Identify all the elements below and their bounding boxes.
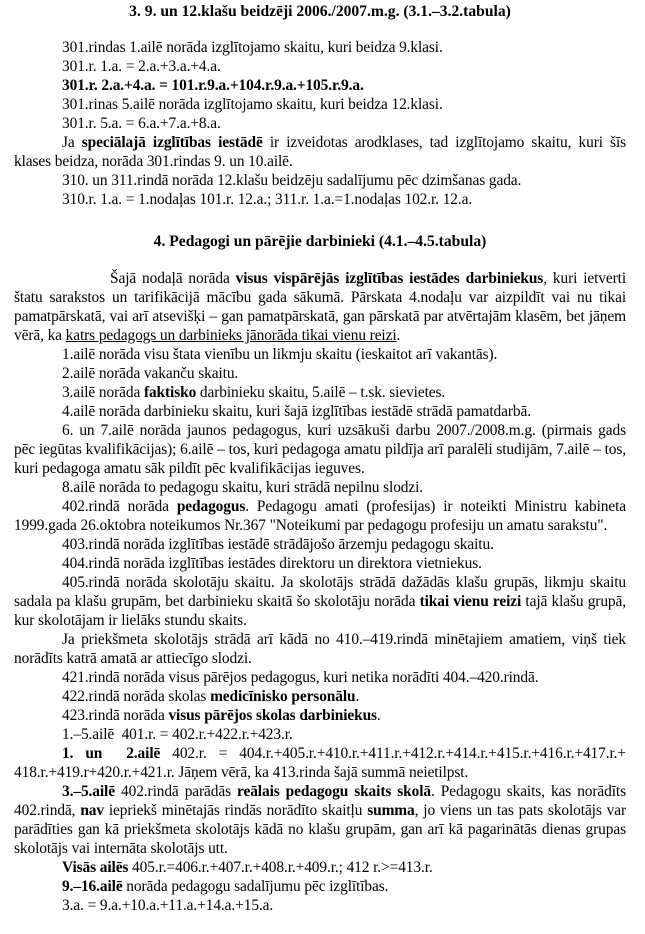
- bold-text: speciālajā izglītības iestādē: [81, 134, 263, 151]
- formula-line: 3.a. = 9.a.+10.a.+11.a.+14.a.+15.a.: [62, 897, 274, 914]
- text: 402.r. = 404.r.+405.r.+410.r.+411.r.+412.r.+414.r.+415.r.+416.r.+417.r.+ 418.r.+419.r+420.r.+421.r. Jāņem vērā, ka 413.rinda šajā summā neietilpst.: [14, 745, 626, 781]
- text: darbinieku skaitu, 5.ailē – t.sk. sievietes.: [196, 384, 446, 401]
- bold-text: 1. un 2.ailē: [62, 745, 161, 762]
- section-3-body: [14, 38, 626, 209]
- bold-text: 3.–5.ailē: [62, 783, 115, 800]
- paragraph: [14, 497, 626, 535]
- formula-paragraph: [14, 744, 626, 782]
- text: . Pedagogu skaits, kas norādīts 402.rindā,: [14, 783, 626, 819]
- text: .: [355, 688, 360, 705]
- text: iepriekš minētajās rindās norādīto skaitļu: [103, 802, 368, 819]
- bold-text: summa: [367, 802, 415, 819]
- paragraph: [14, 782, 626, 858]
- paragraph: 301.rinas 5.ailē norāda izglītojamo skaitu, kuri beidza 12.klasi.: [62, 96, 443, 113]
- bold-text: medicīnisko personālu: [210, 688, 356, 705]
- paragraph: 310. un 311.rindā norāda 12.klašu beidzēju sadalījumu pēc dzimšanas gada.: [62, 172, 522, 189]
- paragraph: [14, 383, 626, 402]
- bold-text: visus vispārējās izglītības iestādes darbiniekus: [235, 270, 544, 287]
- paragraph: 421.rindā norāda visus pārējos pedagogus, kuri netika norādīti 404.–420.rindā.: [62, 669, 539, 686]
- bold-text: reālais pedagogu skaits skolā: [237, 783, 431, 800]
- bold-text: nav: [80, 802, 104, 819]
- paragraph: 8.ailē norāda to pedagogu skaitu, kuri strādā nepilnu slodzi.: [62, 479, 424, 496]
- bold-text: 9.–16.ailē: [62, 878, 123, 895]
- paragraph: 403.rindā norāda izglītības iestādē strādājošo ārzemju pedagogu skaitu.: [62, 536, 494, 553]
- paragraph: 1.ailē norāda visu štata vienību un likmju skaitu (ieskaitot arī vakantās).: [62, 346, 498, 363]
- text: , kuri ietverti štatu sarakstos un tarifikācijā mācību gada sākumā. Pārskata 4.nodaļu var aizpildīt vai nu tikai pamatpārskatā, vai arī atsevišķi – gan pamatpārskatā, gan pārskatā par atvērtajām klasēm, bet jāņem vērā, ka: [14, 270, 626, 344]
- text: 402.rindā parādās: [114, 783, 238, 800]
- text: 405.rindā norāda skolotāju skaitu. Ja skolotājs strādā dažādās klašu grupās, likmju skaitu sadala pa klašu grupām, bet darbinieku skaitā šo skolotāju norāda: [14, 574, 626, 610]
- text: Šajā nodaļā norāda: [110, 270, 236, 287]
- bold-text: faktisko: [143, 384, 197, 401]
- text: .: [396, 327, 401, 344]
- formula-line: 310.r. 1.a. = 1.nodaļas 101.r. 12.a.; 311.r. 1.a.=1.nodaļas 102.r. 12.a.: [62, 191, 473, 208]
- text: ir izveidotas arodklases, tad izglītojamo skaitu, kuri šīs klases beidza, norāda 301.rindas 9. un 10.ailē.: [14, 134, 627, 170]
- formula-line: 301.r. 5.a. = 6.a.+7.a.+8.a.: [62, 115, 221, 132]
- text: , jo viens un tas pats skolotājs var parādīties gan kā priekšmeta skolotājs kādā no klašu grupām, gan arī kā pagarinātās dienas grupas skolotājs vai internāta skolotājs utt.: [14, 802, 627, 857]
- formula-line: [14, 858, 626, 877]
- formula-line: 1.–5.ailē 401.r. = 402.r.+422.r.+423.r.: [62, 726, 293, 743]
- paragraph-special-schools: [14, 133, 626, 171]
- bold-text: pedagogus: [176, 498, 246, 515]
- paragraph: 6. un 7.ailē norāda jaunos pedagogus, kuri uzsākuši darbu 2007./2008.m.g. (pirmais gads pēc iegūtas kvalifikācijas); 6.ailē – tos, kuri pedagoga amatu pildīja arī paralēli studijām, 7.ailē – tos, kuri pedagoga amatu sāk pildīt pēc kvalifikācijas ieguves.: [14, 422, 626, 477]
- text: 423.rindā norāda: [62, 707, 169, 724]
- paragraph: Ja priekšmeta skolotājs strādā arī kādā no 410.–419.rindā minētajiem amatiem, viņš tiek norādīts katrā amatā ar attiecīgo slodzi.: [14, 631, 626, 667]
- text: norāda pedagogu sadalījumu pēc izglītības.: [122, 878, 389, 895]
- paragraph: 4.ailē norāda darbinieku skaitu, kuri šajā izglītības iestādē strādā pamatdarbā.: [62, 403, 531, 420]
- formula-line: 301.r. 1.a. = 2.a.+3.a.+4.a.: [62, 58, 221, 75]
- section-4-heading: 4. Pedagogi un pārējie darbinieki (4.1.–4.5.tabula): [153, 233, 487, 250]
- bold-text: Visās ailēs: [62, 859, 129, 876]
- section-3-heading: 3. 9. un 12.klašu beidzēji 2006./2007.m.g. (3.1.–3.2.tabula): [129, 3, 511, 20]
- text: 402.rindā norāda: [62, 498, 177, 515]
- paragraph-intro: [14, 269, 626, 345]
- paragraph: [14, 573, 626, 630]
- formula-line-bold: 301.r. 2.a.+4.a. = 101.r.9.a.+104.r.9.a.+105.r.9.a.: [62, 77, 364, 94]
- paragraph: [14, 706, 626, 725]
- text: tajā klašu grupā, kur skolotājam ir lielāks stundu skaits.: [14, 593, 626, 629]
- text: 422.rindā norāda skolas: [62, 688, 211, 705]
- text: Ja: [62, 134, 82, 151]
- paragraph: 2.ailē norāda vakanču skaitu.: [62, 365, 239, 382]
- bold-text: visus pārējos skolas darbiniekus: [168, 707, 377, 724]
- text: .: [376, 707, 381, 724]
- paragraph: [14, 877, 626, 896]
- text: 3.ailē norāda: [62, 384, 144, 401]
- paragraph: 301.rindas 1.ailē norāda izglītojamo skaitu, kuri beidza 9.klasi.: [62, 39, 443, 56]
- paragraph: 404.rindā norāda izglītības iestādes direktoru un direktora vietniekus.: [62, 555, 482, 572]
- text: 405.r.=406.r.+407.r.+408.r.+409.r.; 412 r.>=413.r.: [128, 859, 433, 876]
- section-4-body: [14, 269, 626, 915]
- paragraph: [14, 687, 626, 706]
- underlined-text: katrs pedagogs un darbinieks jānorāda tikai vienu reizi: [65, 327, 397, 344]
- bold-text: tikai vienu reizi: [419, 593, 522, 610]
- text: . Pedagogu amati (profesijas) ir noteikti Ministru kabineta 1999.gada 26.oktobra noteikumos Nr.367 "Noteikumi par pedagogu profesiju un amatu sarakstu".: [14, 498, 627, 534]
